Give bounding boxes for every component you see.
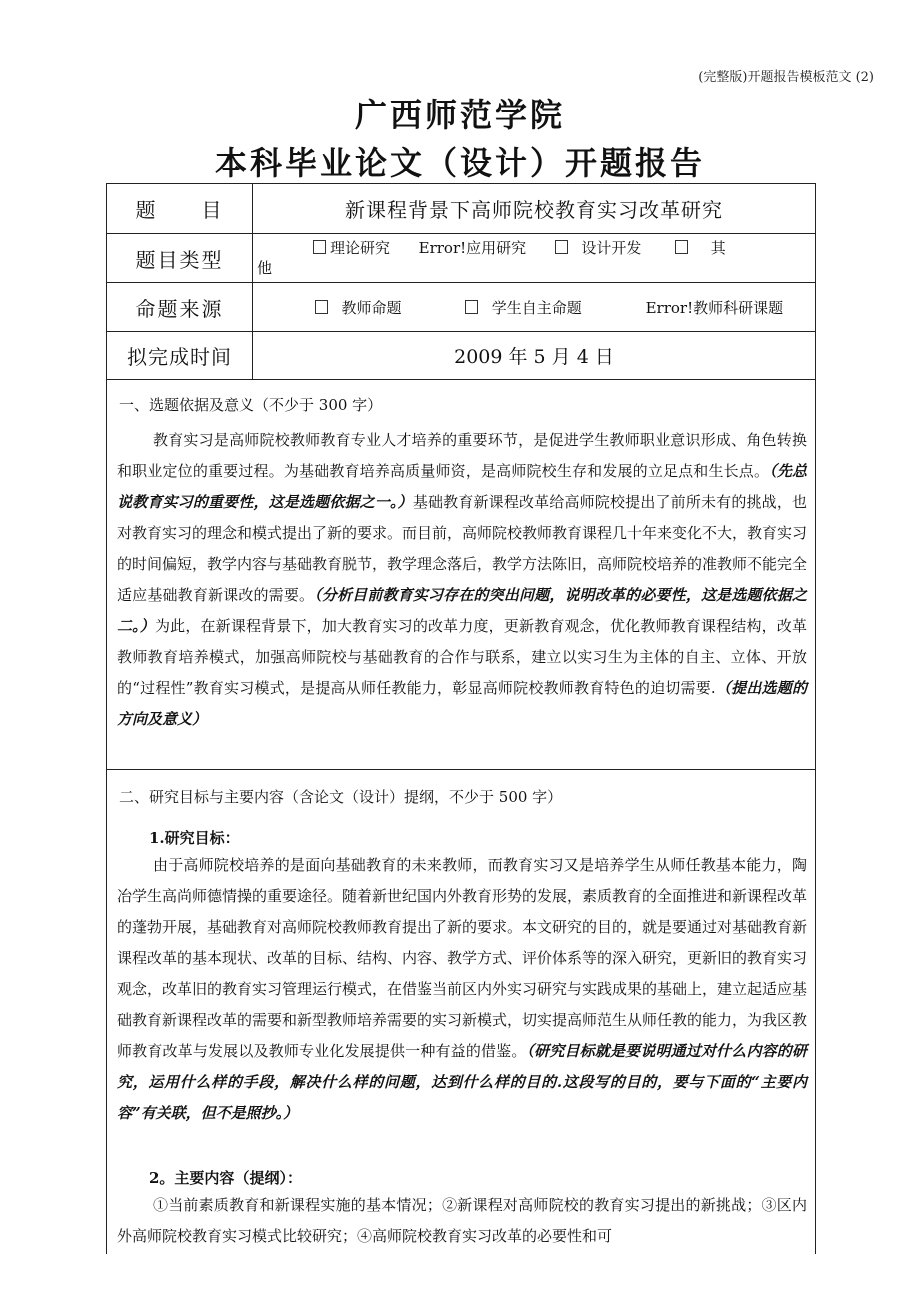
deadline-label: 拟完成时间 bbox=[107, 332, 253, 379]
school-title: 广西师范学院 bbox=[354, 96, 565, 134]
section2-note1: （研究目标就是要说明通过对什么内容的研究，运用什么样的手段，解决什么样的问题，达到什么样的目的.这段写的目的，要与下面的“主要内容”有关联，但不是照抄。） bbox=[117, 1042, 807, 1122]
section2-p2: ①当前素质教育和新课程实施的基本情况；②新课程对高师院校的教育实习提出的新挑战；③区内外高师院校教育实习模式比较研究；④高师院校教育实习改革的必要性和可 bbox=[117, 1196, 807, 1245]
option-other: 其 bbox=[710, 239, 726, 257]
section1-body bbox=[117, 425, 807, 735]
section2-heading: 二、研究目标与主要内容（含论文（设计）提纲，不少于 500 字） bbox=[119, 788, 563, 806]
checkbox-teacher[interactable] bbox=[315, 300, 328, 314]
report-title: 本科毕业论文（设计）开题报告 bbox=[214, 144, 705, 182]
header-note: (完整版)开题报告模板范文 (2) bbox=[698, 70, 874, 85]
topic-value: 新课程背景下高师院校教育实习改革研究 bbox=[345, 198, 723, 222]
type-row bbox=[107, 234, 815, 283]
option-research: Error!教师科研课题 bbox=[645, 298, 784, 317]
type-options bbox=[253, 234, 815, 282]
section2-body2 bbox=[117, 1190, 807, 1252]
source-row bbox=[107, 283, 815, 332]
section2-sub2: 2。主要内容（提纲）： bbox=[149, 1169, 302, 1187]
proposal-form bbox=[106, 183, 816, 1254]
option-theory: 理论研究 bbox=[330, 239, 391, 257]
section2-sub1: 1.研究目标： bbox=[149, 829, 240, 847]
deadline-value: 2009 年 5 月 4 日 bbox=[454, 346, 614, 368]
section1 bbox=[107, 380, 815, 770]
type-label: 题目类型 bbox=[107, 234, 253, 282]
deadline-row bbox=[107, 332, 815, 380]
source-label: 命题来源 bbox=[107, 283, 253, 331]
option-applied: Error!应用研究 bbox=[418, 239, 527, 257]
section2-body1 bbox=[117, 850, 807, 1129]
topic-row bbox=[107, 184, 815, 234]
option-design: 设计开发 bbox=[581, 239, 642, 257]
source-options bbox=[253, 283, 815, 331]
section1-note1: （先总说教育实习的重要性，这是选题依据之一。） bbox=[117, 462, 807, 511]
section1-p1: 教育实习是高师院校教师教育专业人才培养的重要环节，是促进学生教师职业意识形成、角色转换和职业定位的重要过程。为基础教育培养高质量师资，是高师院校生存和发展的立足点和生长点。 bbox=[117, 431, 807, 480]
section1-note2: （分析目前教育实习存在的突出问题，说明改革的必要性，这是选题依据之二。） bbox=[117, 586, 807, 635]
section1-note3: （提出选题的方向及意义） bbox=[117, 679, 807, 728]
option-student: 学生自主命题 bbox=[491, 298, 582, 317]
option-other-tail: 他 bbox=[257, 259, 273, 277]
section2-p1: 由于高师院校培养的是面向基础教育的未来教师，而教育实习又是培养学生从师任教基本能力，陶冶学生高尚师德情操的重要途径。随着新世纪国内外教育形势的发展，素质教育的全面推进和新课程改革的蓬勃开展，基础教育对高师院校教师教育提出了新的要求。本文研究的目的，就是要通过对基础教育新课程改革的基本现状、改革的目标、结构、内容、教学方式、评价体系等的深入研究，更新旧的教育实习观念，改革旧的教育实习管理运行模式，在借鉴当前区内外实习研究与实践成果的基础上，建立起适应基础教育新课程改革的需要和新型教师培养需要的实习新模式，切实提高师范生从师任教的能力，为我区教师教育改革与发展以及教师专业化发展提供一种有益的借鉴。 bbox=[117, 856, 808, 1060]
checkbox-student[interactable] bbox=[465, 300, 478, 314]
topic-label: 题 目 bbox=[107, 184, 253, 233]
option-teacher: 教师命题 bbox=[341, 298, 402, 317]
section1-heading: 一、选题依据及意义（不少于 300 字） bbox=[119, 396, 383, 414]
checkbox-other[interactable] bbox=[675, 240, 688, 254]
section1-p2: 基础教育新课程改革给高师院校提出了前所未有的挑战，也对教育实习的理念和模式提出了新的要求。而目前，高师院校教师教育课程几十年来变化不大，教育实习的时间偏短，教学内容与基础教育脱节，教学理念落后，教学方法陈旧，高师院校培养的准教师不能完全适应基础教育新课改的需要。 bbox=[117, 493, 808, 604]
checkbox-design[interactable] bbox=[555, 240, 568, 254]
section1-p3: 为此，在新课程背景下，加大教育实习的改革力度，更新教育观念，优化教师教育课程结构，改革教师教育培养模式，加强高师院校与基础教育的合作与联系，建立以实习生为主体的自主、立体、开放的“过程性”教育实习模式，是提高从师任教能力，彰显高师院校教师教育特色的迫切需要. bbox=[117, 617, 807, 697]
checkbox-theory[interactable] bbox=[313, 240, 326, 254]
